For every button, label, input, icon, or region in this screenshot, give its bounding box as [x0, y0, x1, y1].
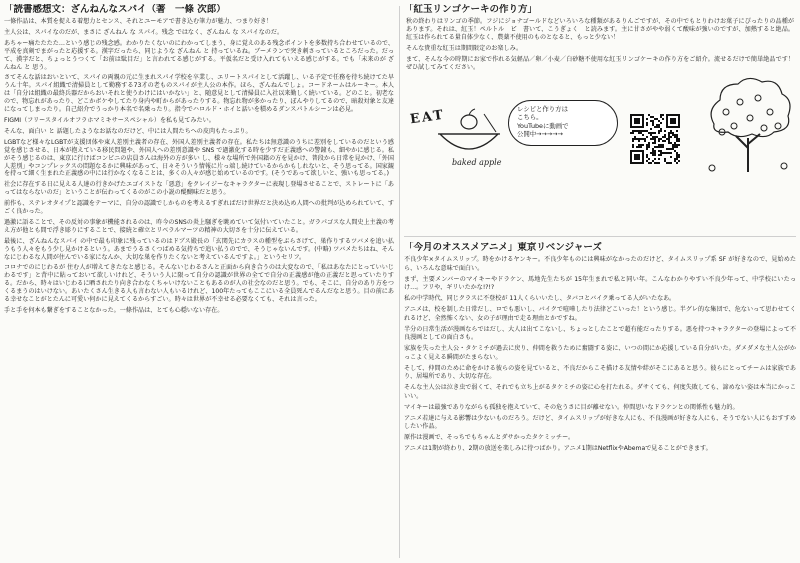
- recipe-section: [404, 4, 796, 234]
- paragraph: 不良少年×タイムスリップ。時をかけるヤンキー。不良少年ものには興味がなかったのだけど、タイムスリップ系 SF が好きなので、見始めたら、いろんな意味で面白い。: [404, 256, 796, 272]
- book-review-body: [4, 18, 394, 315]
- paragraph: 原作は漫画で、そっちでもちゃんとダサかったタケミッチー。: [404, 434, 575, 441]
- anime-title: 「今月のオススメアニメ」東京リベンジャーズ: [404, 242, 602, 253]
- paragraph: マイキーは最強でありながらも孤独を抱えていて、その危うさに目が離せない。仲間思いなドラケンとの関係性も魅力的。: [404, 403, 739, 411]
- bubble-line: YouTubeに動画で: [517, 121, 569, 130]
- recipe-title: 「紅玉リンゴケーキの作り方」: [404, 4, 538, 15]
- bubble-line: 公開中→→→→→: [517, 130, 563, 139]
- baked-apple-label: baked apple: [452, 158, 502, 167]
- paragraph: コロナでのにじわるが 住む人が増えてきたなと感じる。そんないじわるさんと正面から向き合うのは大変なので、「私はあなたにとっていいじわるです」と背中に貼っておいて欲しいけれど、そういう人に限って自分の認識が世界の全てで自分の正義感が他の正義だと思っていたりする。だから、時々はいじわるに晒されたり向き合わなくちゃいけないこともあるのが人の社会なのだと思う。でも、そこに、自分のあり方をつくるまうのはいけない。あいたくさん生きる人も言わない人もいるけれど、100年たってもここにいる全員死んでるんだなと思う。目の前にある幸せなことがとたんに可愛い何かに見えてくるからすごい。時々は世界が不幸せる必要なくても、それは言った。: [4, 264, 394, 304]
- recipe-speech-bubble: [508, 100, 618, 146]
- paragraph: そんな、面白い と 話題したようなお話なのだけど、中には人間たちへの皮肉もたっぷり。: [4, 127, 252, 135]
- paragraph: 秋の終わりはリンゴの季節。フジにジョナゴールドなどいろいろな種類があるりんごですが、その中でもとりわけお菓子にぴったりの品種があります。それは、紅玉！ペルトル ピ 書いて、こうぎょく と読みます。主に甘さがやや弱くて酸味が強いのですが、加熱すると絶品。紅玉は作られてる量自体少なく、農薬不使用のものとなると、もっと少ない！: [406, 18, 794, 41]
- paragraph: 一條作品は、本質を捉える着想力とセンス、それとユーモアで書き込む筆力が魅力、つまり好き！: [4, 18, 273, 25]
- paragraph: まて、そんな今の時期にお家で作れる気軽品／卵／小麦／白砂糖不使用な紅玉リンゴケーキの作り方をご紹介。流せるだけで簡単絶品です！ぜひ試してみてください。: [406, 55, 794, 71]
- paragraph: 主人公は、スパイなのだが、まさに ざんねん な スパイ。残念 ではなく、ざんねん な スパイなのだ。: [4, 28, 284, 36]
- recipe-body: [406, 18, 794, 74]
- paragraph: 最後に、ざんねんなスパイ の中で最も印象に残っているのはドブス殿長の「玄関先にカラスの種型をぶらさげて、巣作りするツバメを追い払うもう人々をもう少し見かけるという。あまでうるさくつばめる気持ちで追い払うのでで、そうじゃないんです。(中略) ツバメたちはね、そんなにじわるな人間が住んでいる家になんか、大切な巣を作りたくないと考えているんですよ。」というセリフ。: [4, 237, 394, 261]
- apple-tree-illustration: [700, 76, 796, 174]
- paragraph: アニメは1期が終わり、2期の放送を楽しみに待つばかり。アニメ1期はNetflixやAbemaで見ることができます。: [404, 445, 712, 452]
- paragraph: 前作も、ステレオタイプと認識をテーマに、自分の認識でしかものを考えるすぎればだけ世界だと決め込め人間への批判が込められていて、すごく良かった。: [4, 200, 394, 216]
- paragraph: アニメ若達に与える影響は少ないものだろう。だけど、タイムスリップが好きな人にも、不良漫画が好きな人にも、そうでない人にもおすすめしたい作品。: [404, 414, 796, 430]
- paragraph: まず、主要メンバーのマイキーやドラケン、馬地先生たちが 15年生まれで私と同い年。こんなわかりやすい不良少年って、中学校にいたっけ…。フリや、ギリいたかな!?!?: [404, 275, 796, 291]
- paragraph: 社会に存在する日に見える人達の行きかげたエゴイストな「悪意」をクレイジーなキャラクターに表現し登場させることで、ストレートに「あってはならないのだ」ということが伝わってくるのがこの小説の醍醐味だと思う。: [4, 181, 394, 197]
- paragraph: アニメは、校を制した日常だし、ロでも悪いし、バイクで喧嘩したり法律どこいった！という感じ。半グレ的な集団で、危ないって思わせてくれるけど、全然怖くない、女の子が理由で走る理由とかですね。: [404, 306, 796, 322]
- paragraph: そして、仲間のために命をかける彼らの姿を見ていると、不良だからこそ描ける友情や絆がそこにあると思う。彼らにとってチームは家族であり、居場所であり、大切な存在。: [404, 364, 796, 380]
- bubble-line: こちら。: [517, 113, 543, 122]
- paragraph: そんな貴重な紅玉は期間限定のお楽しみ。: [406, 44, 523, 52]
- paragraph: 私の中学時代、同じクラスに不登校が 11人くらいいたし、タバコとバイク乗ってる人がいたなあ。: [404, 295, 676, 302]
- paragraph: 過激に語ることで、その反対の事象が機能されるのは、昨今のSNSの炎上騒ぎを眺めていて気付いていたこと。ガラパゴスな人間史上主義の考え方が他とも間で浮き彫りにすることで、接続と確立とリベラルマーツの精神の大切さを十分に伝えている。: [4, 218, 394, 234]
- paragraph: そんな主人公は泣き虫で弱くて、それでも立ち上がるタケミチの姿に心を打たれる。ダサくても、何度失敗しても、諦めない姿は本当にかっこいい。: [404, 384, 796, 400]
- anime-body: [404, 256, 796, 454]
- book-review-column: [4, 4, 394, 560]
- anime-section: [404, 242, 796, 560]
- paragraph: あちゃー痛たたたた…という感じの残念感。わかりたくないのにわかってしまう、身に覚えのある残念ポイントを多数持ち合わせているので、平成を真剣でまがったと応援する。漢字だったら、同じような ざんねん と 持っているね。ブーメランで突き刺さっているところだった。だって、漢字だと、ちょっとうつくて「お前は駄目だ」と言われてる感じがする。平仮名だと受け入れてもいえる感じがする。でも「未来のが ざんねん と 思う。: [4, 39, 394, 71]
- paragraph: FIGMI（フリースタイルオフラホマミキサースペシャル）を私も見てみたい。: [4, 116, 215, 124]
- paragraph: LGBTなど様々なLGBTが支援団体や東人差別主義者の存在、外国人差別主義者の存在。私たちは無意識のうちに差別をしているのだという感覚を感じさせる、日本が抱えている移民問題や、外国人への差別意識や SNS で過激化する時を少すだ正義感への警鐘も、細やかに感じる。私がそう感じるのは、東京に行けばコンビニの店員さんは海外の方が多い し、様々な場所で外国籍の方を見かけ、普段から日常を見かけ、「外国人差別」やコンプレックスの問題なるかに興味があって、日々そういう情報に片っ端し続けているからかもしれないと、そう思ってる。国家観を持って細く生まれた正義感の中には行かなくなることは、多くの人々が感じ始めているのです。(そうであって欲しいと、強いも思ってる。): [4, 138, 394, 178]
- right-column: [404, 4, 796, 560]
- paragraph: 手と手を何本も繋ぎをすることなかった。一條作品は、とても心穏いない存在。: [4, 307, 224, 314]
- column-divider: [399, 6, 400, 558]
- paragraph: さてそんな話はおいといて、スパイの両親の元に生まれスパイ学校を卒業し、エリートスパイとして活躍し、いる予定で任務を待ち続けてた早うん十年。スパイ組織で清掃員として勤務する73才の老ものスパイが主人公の本作。ほら、ざんねんでしょ。コードネームはルーキー。本人は「自分は組織の最終兵器だからおいそれと使うわけにはいかない」と、随意見として清掃員に入社以来勤しく続いている。どのこと。初老なので、物忘れがあったり、どこかボケやしてたり身内や町からがあったりする。物忘れ物が多かったり、ぼんやりしてるので、暗殺対象と友達になってしまったり。自己紹介でうっかり本名で名乗ったり。指令でハロルド・ホイと話いを積めるダンスパトルシーンは必見。: [4, 74, 394, 114]
- qr-code[interactable]: [630, 114, 680, 164]
- baking-bowl-illustration: [434, 104, 504, 160]
- paragraph: 半分の日常生活が漫画ならではだし、大人は出てこないし、ちょっとしたことで超有能だったりする。悪を持つキャラクターの登場によって不良漫画としての面白さも。: [404, 325, 796, 341]
- book-review-title: 「読書感想文：ざんねんなスパイ（著 一條 次郎）: [4, 4, 226, 15]
- section-divider: [404, 236, 796, 237]
- eat-label: EAT: [409, 107, 446, 128]
- paragraph: 家族を失った主人公・タケミチが過去に戻り、仲間を救うために奮闘する姿に、いつの間にか応援している自分がいた。ダメダメな主人公がかっこよく見える瞬間がたまらない。: [404, 345, 796, 361]
- bubble-line: レシピと作り方は: [517, 105, 568, 113]
